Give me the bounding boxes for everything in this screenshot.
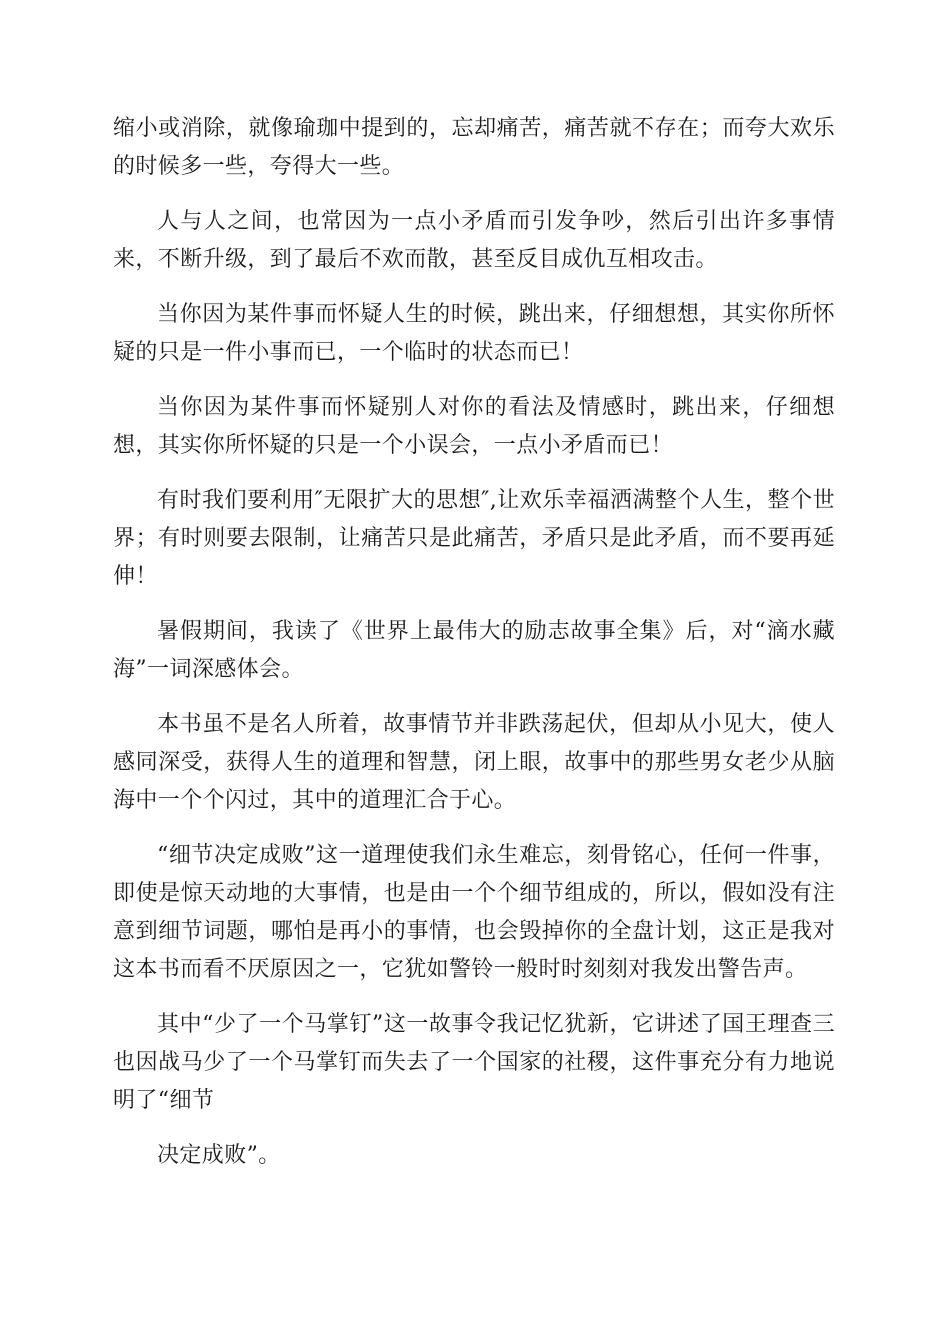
paragraph-9: 其中“少了一个马掌钉”这一故事令我记忆犹新，它讲述了国王理查三也因战马少了一个马掌钉而失去了一个国家的社稷，这件事充分有力地说明了“细节 [113,1012,835,1113]
document-page [113,110,835,1192]
paragraph-7: 本书虽不是名人所着，故事情节并非跌荡起伏，但却从小见大，使人感同深受，获得人生的道理和智慧，闭上眼，故事中的那些男女老少从脑海中一个个闪过，其中的道理汇合于心。 [113,712,835,813]
paragraph-2: 人与人之间，也常因为一点小矛盾而引发争吵，然后引出许多事情来，不断升级，到了最后不欢而散，甚至反目成仇互相攻击。 [113,209,835,272]
paragraph-6: 暑假期间，我读了《世界上最伟大的励志故事全集》后，对“滴水藏海”一词深感体会。 [113,619,835,682]
paragraph-1: 缩小或消除，就像瑜珈中提到的，忘却痛苦，痛苦就不存在；而夸大欢乐的时候多一些，夸得大一些。 [113,116,835,179]
paragraph-3: 当你因为某件事而怀疑人生的时候，跳出来，仔细想想，其实你所怀疑的只是一件小事而已，一个临时的状态而已！ [113,302,835,365]
paragraph-5: 有时我们要利用″无限扩大的思想″,让欢乐幸福洒满整个人生，整个世界；有时则要去限制，让痛苦只是此痛苦，矛盾只是此矛盾，而不要再延伸！ [113,488,835,589]
paragraph-10: 决定成败”。 [157,1143,281,1168]
paragraph-8: “细节决定成败”这一道理使我们永生难忘，刻骨铭心，任何一件事，即使是惊天动地的大事情，也是由一个个细节组成的，所以，假如没有注意到细节词题，哪怕是再小的事情，也会毁掉你的全盘计划，这正是我对这本书而看不厌原因之一，它犹如警铃一般时时刻刻对我发出警告声。 [113,843,835,982]
paragraph-4: 当你因为某件事而怀疑别人对你的看法及情感时，跳出来，仔细想想，其实你所怀疑的只是一个小误会，一点小矛盾而已！ [113,395,835,458]
